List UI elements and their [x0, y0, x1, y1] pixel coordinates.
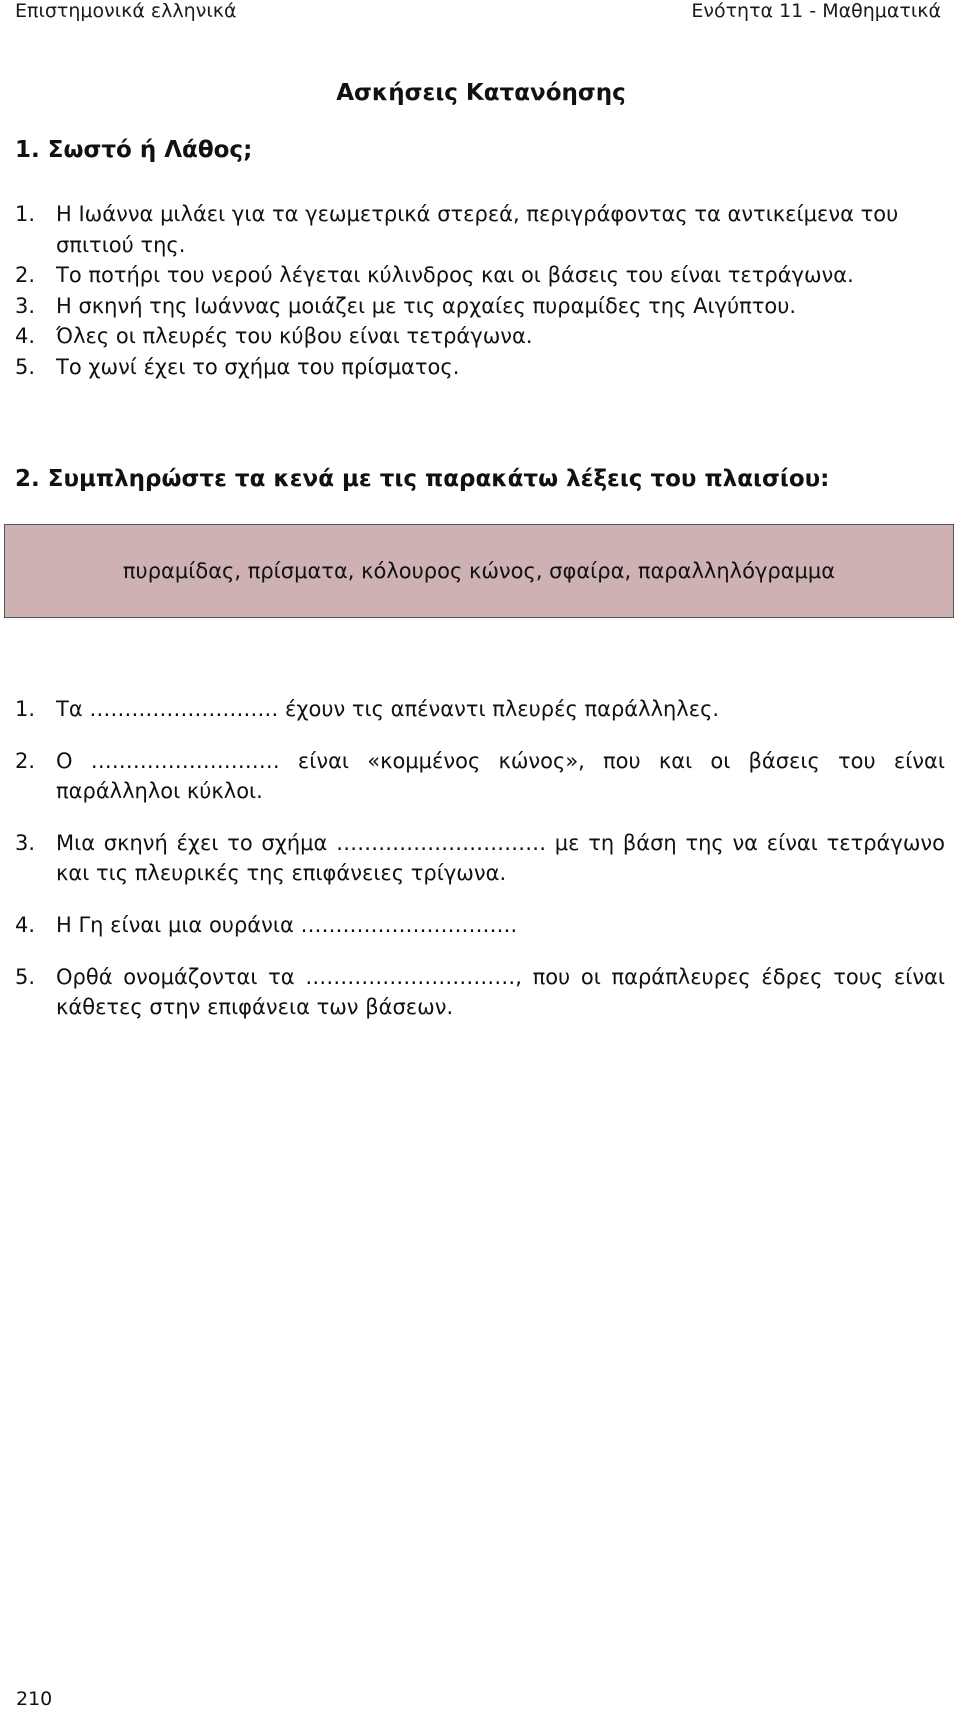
item-text: Μια σκηνή έχει το σχήμα ………………………… με τη βάση της να είναι τετράγωνο και τις πλευρικές της επιφάνειες τρίγωνα. — [56, 831, 945, 885]
fill-blank-item — [15, 910, 945, 940]
item-text: Το χωνί έχει το σχήμα του πρίσματος. — [56, 354, 460, 379]
item-text: Ορθά ονομάζονται τα …………………………, που οι παράπλευρες έδρες τους είναι κάθετες στην επιφάνεια των βάσεων. — [56, 965, 945, 1019]
fill-blank-item — [15, 746, 945, 806]
item-number: 1. — [15, 697, 36, 721]
fill-blank-item — [15, 962, 945, 1022]
page-title-text: Ασκήσεις Κατανόησης — [336, 80, 626, 106]
item-text: Η Ιωάννα μιλάει για τα γεωμετρικά στερεά, περιγράφοντας τα αντικείμενα του σπιτιού της. — [56, 202, 899, 257]
item-number: 4. — [15, 324, 36, 348]
true-false-item — [15, 291, 945, 322]
page-number: 210 — [16, 1688, 53, 1710]
true-false-item — [15, 199, 945, 260]
true-false-item — [15, 321, 945, 352]
item-text: Η σκηνή της Ιωάννας μοιάζει με τις αρχαίες πυραμίδες της Αιγύπτου. — [56, 293, 797, 318]
item-number: 3. — [15, 293, 36, 318]
true-false-item — [15, 352, 945, 383]
page-title — [0, 80, 960, 106]
item-number: 2. — [15, 749, 36, 773]
item-text: Τα ……………………… έχουν τις απέναντι πλευρές παράλληλες. — [56, 697, 720, 721]
word-bank-box — [4, 524, 954, 618]
true-false-item — [15, 260, 945, 291]
item-text: Το ποτήρι του νερού λέγεται κύλινδρος και οι βάσεις του είναι τετράγωνα. — [56, 263, 854, 287]
item-text: Ο ……………………… είναι «κομμένος κώνος», που και οι βάσεις του είναι παράλληλοι κύκλοι. — [56, 749, 945, 803]
item-number: 5. — [15, 354, 36, 379]
running-header-right: Ενότητα 11 - Μαθηματικά — [691, 0, 941, 22]
item-text: Όλες οι πλευρές του κύβου είναι τετράγωνα. — [56, 324, 533, 348]
true-false-list — [15, 199, 945, 382]
fill-blank-list — [15, 694, 945, 1044]
fill-blank-item — [15, 828, 945, 888]
item-text: Η Γη είναι μια ουράνια …………………………. — [56, 913, 518, 937]
item-number: 3. — [15, 831, 36, 855]
item-number: 4. — [15, 913, 36, 937]
word-bank-text: πυραμίδας, πρίσματα, κόλουρος κώνος, σφαίρα, παραλληλόγραμμα — [122, 559, 836, 583]
item-number: 5. — [15, 965, 36, 989]
item-number: 1. — [15, 202, 36, 226]
section-2-heading: 2. Συμπληρώστε τα κενά με τις παρακάτω λέξεις του πλαισίου: — [15, 466, 830, 492]
item-number: 2. — [15, 263, 36, 287]
running-header-left: Επιστημονικά ελληνικά — [15, 0, 237, 22]
section-1-heading: 1. Σωστό ή Λάθος; — [15, 137, 253, 163]
fill-blank-item — [15, 694, 945, 724]
